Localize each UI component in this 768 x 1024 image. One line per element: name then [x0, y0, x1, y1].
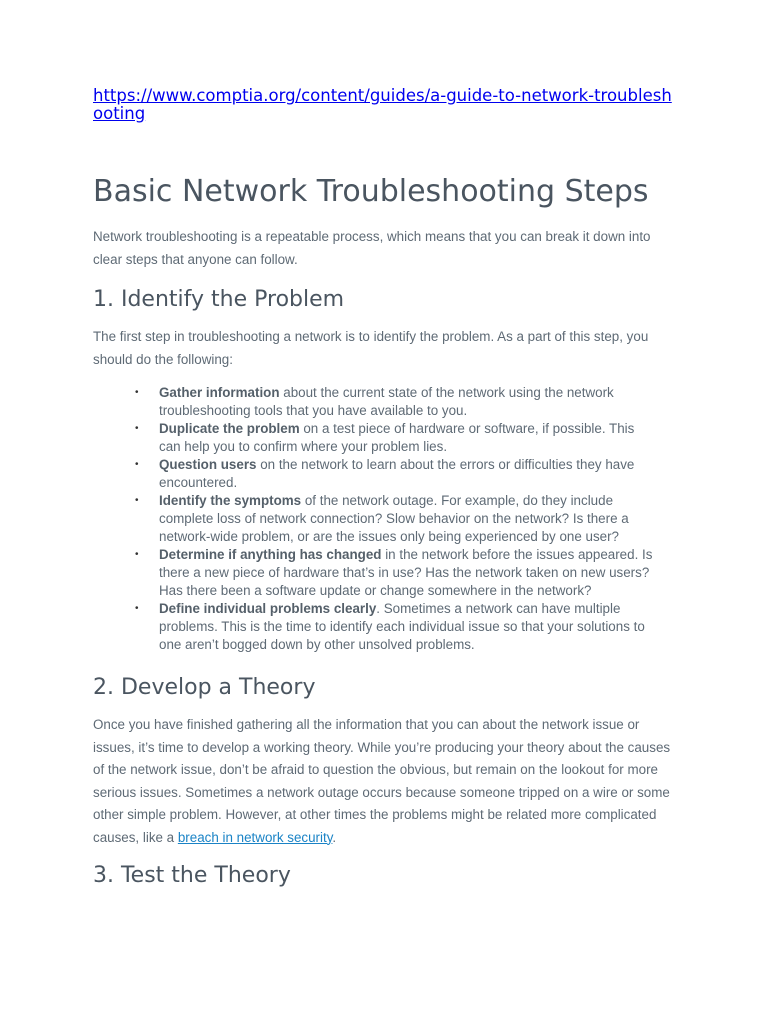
list-item-text: in the network before the issues appeared. Is there a new piece of hardware that’s in use? Has the network taken on new users? Has there been a software update or change somewhere in the network?	[159, 547, 653, 598]
theory-text: Once you have finished gathering all the information that you can about the network issue or issues, it’s time to develop a working theory. While you’re producing your theory about the causes of the network issue, don’t be afraid to question the obvious, but remain on the lookout for more serious issues. Sometimes a network outage occurs because someone tripped on a wire or some other simple problem. However, at other times the problems might be related more complicated causes, like a	[93, 717, 671, 845]
bullet-icon: •	[135, 459, 139, 470]
theory-text-end: .	[332, 829, 337, 845]
bullet-icon: •	[135, 549, 139, 560]
list-item-lead: Identify the symptoms	[159, 493, 302, 508]
document-page	[93, 87, 673, 891]
list-item-text: on a test piece of hardware or software, if possible. This can help you to confirm where your problem lies.	[159, 421, 635, 454]
list-item-lead: Duplicate the problem	[159, 421, 300, 436]
identify-problem-paragraph: The first step in troubleshooting a network is to identify the problem. As a part of this step, you should do the following:	[93, 329, 649, 367]
bullet-icon: •	[135, 387, 139, 398]
section-heading-develop-theory: 2. Develop a Theory	[93, 675, 316, 700]
section-heading-identify-problem: 1. Identify the Problem	[93, 287, 345, 312]
list-item	[135, 420, 659, 456]
list-item-text: of the network outage. For example, do they include complete loss of network connection? Slow behavior on the network? Is there a network-wide problem, or are the issues only being experienced by one user?	[159, 493, 629, 544]
list-item-lead: Determine if anything has changed	[159, 547, 382, 562]
list-item-lead: Question users	[159, 457, 257, 472]
list-item-text: on the network to learn about the errors or difficulties they have encountered.	[159, 457, 635, 490]
bullet-icon: •	[135, 423, 139, 434]
section-heading-test-theory: 3. Test the Theory	[93, 863, 291, 888]
list-item	[135, 546, 659, 600]
identify-steps-list	[93, 384, 659, 654]
list-item	[135, 384, 659, 420]
list-item-lead: Define individual problems clearly	[159, 601, 377, 616]
list-item	[135, 456, 659, 492]
intro-paragraph: Network troubleshooting is a repeatable process, which means that you can break it down into clear steps that anyone can follow.	[93, 229, 651, 267]
list-item-text: about the current state of the network using the network troubleshooting tools that you have available to you.	[159, 385, 614, 418]
network-security-link[interactable]: breach in network security	[177, 829, 333, 845]
list-item-text: . Sometimes a network can have multiple problems. This is the time to identify each individual issue so that your solutions to one aren’t bogged down by other unsolved problems.	[159, 601, 645, 652]
bullet-icon: •	[135, 603, 139, 614]
list-item-lead: Gather information	[159, 385, 280, 400]
document-title: Basic Network Troubleshooting Steps	[93, 174, 649, 209]
list-item	[135, 600, 659, 654]
develop-theory-paragraph	[93, 714, 673, 849]
bullet-icon: •	[135, 495, 139, 506]
list-item	[135, 492, 659, 546]
source-url-link[interactable]: https://www.comptia.org/content/guides/a-guide-to-network-troubleshooting	[93, 86, 672, 123]
